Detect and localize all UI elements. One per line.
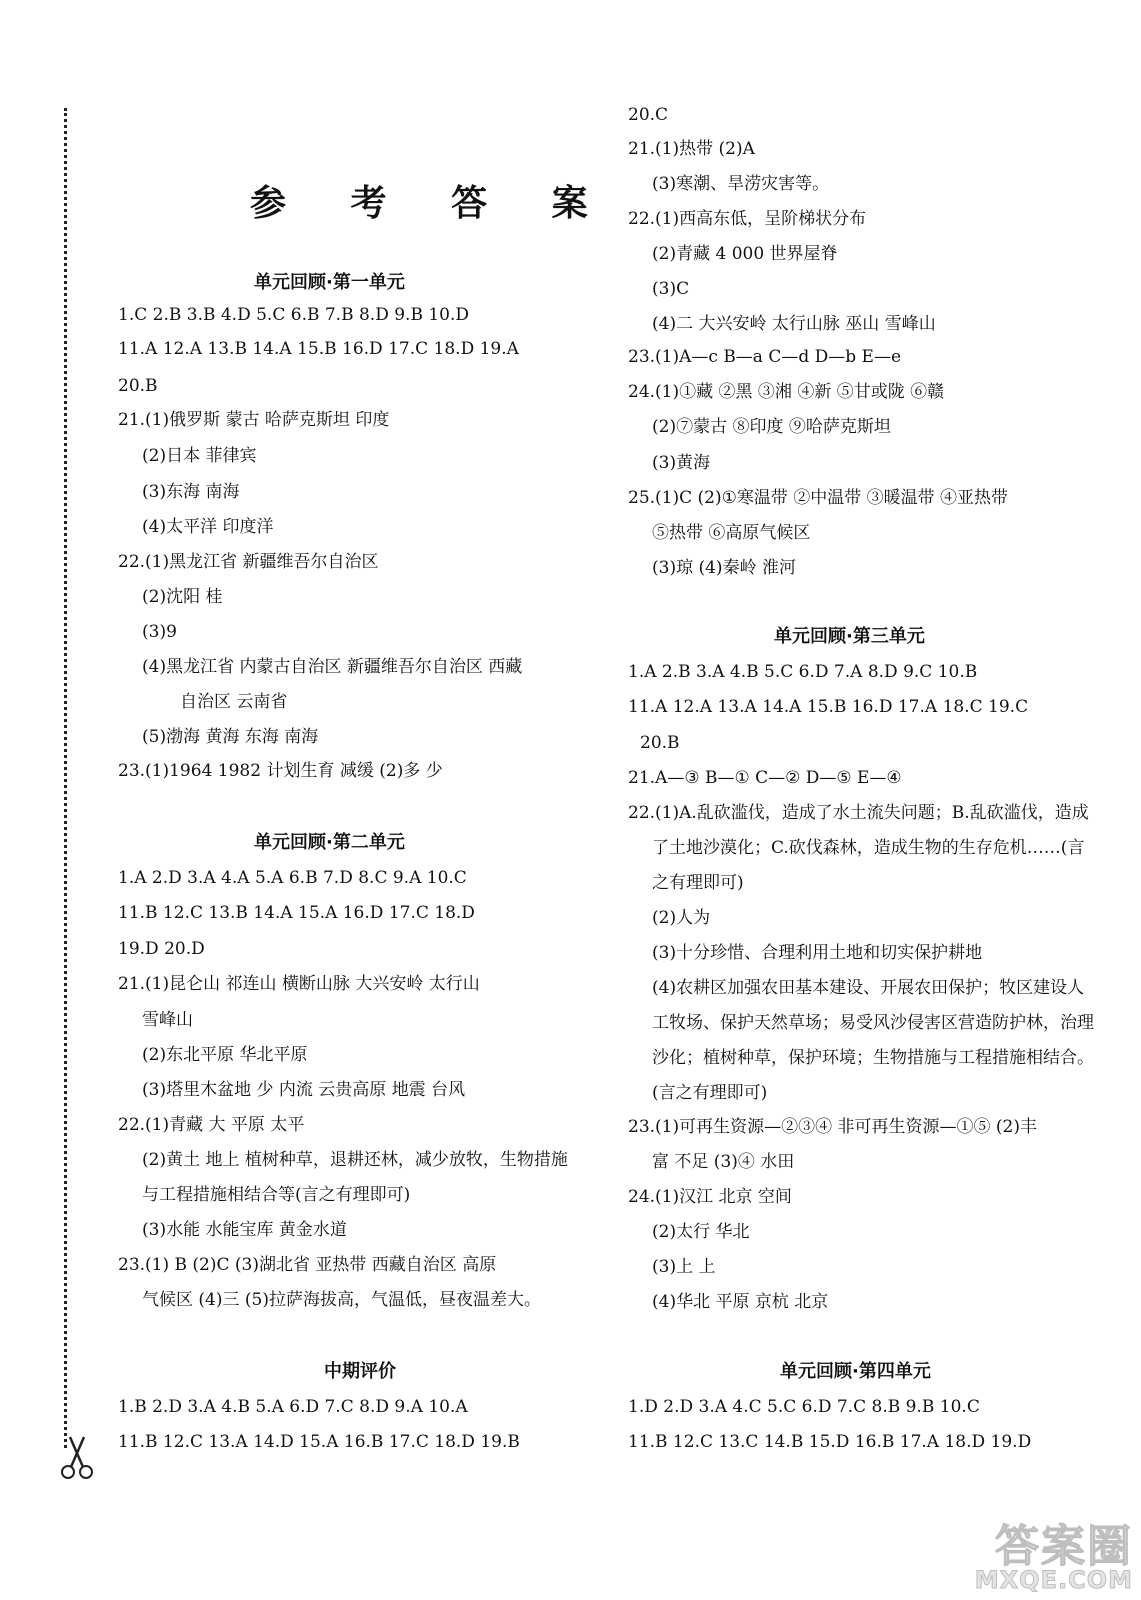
answer-line: 22.(1)黑龙江省 新疆维吾尔自治区 — [118, 552, 379, 572]
answer-line: 20.C — [628, 105, 669, 125]
answer-line: (4)农耕区加强农田基本建设、开展农田保护；牧区建设人 — [652, 978, 1085, 998]
answer-line: 23.(1)1964 1982 计划生育 减缓 (2)多 少 — [118, 761, 443, 781]
answer-line: (4)黑龙江省 内蒙古自治区 新疆维吾尔自治区 西藏 — [142, 657, 523, 677]
answer-line: 23.(1)可再生资源—②③④ 非可再生资源—①⑤ (2)丰 — [628, 1117, 1038, 1137]
answer-line: (言之有理即可) — [652, 1083, 768, 1103]
answer-line: (3)C — [652, 279, 690, 299]
answer-line: (3)上 上 — [652, 1257, 716, 1277]
section-heading-unit-3: 单元回顾·第三单元 — [774, 626, 925, 647]
answer-line: 了土地沙漠化；C.砍伐森林，造成生物的生存危机……(言 — [652, 838, 1085, 858]
answer-line: 24.(1)①藏 ②黑 ③湘 ④新 ⑤甘或陇 ⑥赣 — [628, 382, 945, 402]
answer-line: (3)9 — [142, 622, 177, 642]
answer-line: 21.(1)俄罗斯 蒙古 哈萨克斯坦 印度 — [118, 410, 390, 430]
answer-line: (3)塔里木盆地 少 内流 云贵高原 地震 台风 — [142, 1080, 466, 1100]
answer-line: (2)东北平原 华北平原 — [142, 1045, 308, 1065]
answer-line: (3)琼 (4)秦岭 淮河 — [652, 558, 796, 578]
answer-line: 22.(1)青藏 大 平原 太平 — [118, 1115, 305, 1135]
answer-line: 23.(1)A—c B—a C—d D—b E—e — [628, 347, 902, 367]
answer-line: (2)⑦蒙古 ⑧印度 ⑨哈萨克斯坦 — [652, 417, 891, 437]
answer-line: (5)渤海 黄海 东海 南海 — [142, 727, 319, 747]
answer-line: (2)人为 — [652, 908, 711, 928]
watermark-logo — [933, 1510, 1133, 1594]
answer-line: (2)黄土 地上 植树种草，退耕还林，减少放牧，生物措施 — [142, 1150, 568, 1170]
answer-line: (4)华北 平原 京杭 北京 — [652, 1292, 829, 1312]
answer-line: (3)黄海 — [652, 453, 711, 473]
answer-line: 22.(1)A.乱砍滥伐，造成了水土流失问题；B.乱砍滥伐，造成 — [628, 803, 1089, 823]
page-title: 参 考 答 案 — [250, 183, 614, 224]
answer-line: 24.(1)汉江 北京 空间 — [628, 1187, 792, 1207]
section-heading-unit-4: 单元回顾·第四单元 — [780, 1361, 931, 1382]
section-heading-midterm: 中期评价 — [324, 1361, 396, 1382]
answer-line: (2)沈阳 桂 — [142, 587, 223, 607]
watermark-bottom-text: MXQE.COM — [974, 1566, 1133, 1594]
answer-line: 11.B 12.C 13.A 14.D 15.A 16.B 17.C 18.D 19.B — [118, 1432, 520, 1452]
answer-line: 与工程措施相结合等(言之有理即可) — [142, 1185, 411, 1205]
answer-line: 11.B 12.C 13.C 14.B 15.D 16.B 17.A 18.D 19.D — [628, 1432, 1032, 1452]
answer-line: 20.B — [640, 733, 680, 753]
answer-line: 富 不足 (3)④ 水田 — [652, 1152, 795, 1172]
answer-line: 雪峰山 — [142, 1010, 193, 1030]
answer-line: (3)寒潮、旱涝灾害等。 — [652, 174, 830, 194]
section-heading-unit-1: 单元回顾·第一单元 — [254, 272, 405, 293]
answer-line: (4)太平洋 印度洋 — [142, 517, 274, 537]
answer-line: 11.A 12.A 13.A 14.A 15.B 16.D 17.A 18.C 19.C — [628, 697, 1029, 717]
answer-line: 22.(1)西高东低，呈阶梯状分布 — [628, 209, 867, 229]
answer-line: (2)青藏 4 000 世界屋脊 — [652, 244, 838, 264]
answer-line: 21.A—③ B—① C—② D—⑤ E—④ — [628, 768, 902, 788]
answer-line: 19.D 20.D — [118, 939, 205, 959]
answer-line: 20.B — [118, 376, 158, 396]
answer-line: 23.(1) B (2)C (3)湖北省 亚热带 西藏自治区 高原 — [118, 1255, 497, 1275]
answer-line: (3)十分珍惜、合理利用土地和切实保护耕地 — [652, 943, 983, 963]
answer-line: (3)水能 水能宝库 黄金水道 — [142, 1220, 347, 1240]
answer-line: 自治区 云南省 — [180, 692, 288, 712]
scissors-icon — [58, 1432, 98, 1482]
answer-line: 1.A 2.B 3.A 4.B 5.C 6.D 7.A 8.D 9.C 10.B — [628, 662, 978, 682]
cut-line — [64, 108, 67, 1448]
answer-line: 1.C 2.B 3.B 4.D 5.C 6.B 7.B 8.D 9.B 10.D — [118, 305, 470, 325]
section-heading-unit-2: 单元回顾·第二单元 — [254, 832, 405, 853]
answer-line: 1.A 2.D 3.A 4.A 5.A 6.B 7.D 8.C 9.A 10.C — [118, 868, 467, 888]
answer-line: 21.(1)昆仑山 祁连山 横断山脉 大兴安岭 太行山 — [118, 974, 480, 994]
answer-line: 11.B 12.C 13.B 14.A 15.A 16.D 17.C 18.D — [118, 903, 475, 923]
watermark-top-text: 答案圈 — [995, 1521, 1133, 1572]
answer-line: (2)太行 华北 — [652, 1222, 750, 1242]
answer-line: 11.A 12.A 13.B 14.A 15.B 16.D 17.C 18.D 19.A — [118, 339, 519, 359]
answer-line: (2)日本 菲律宾 — [142, 446, 257, 466]
answer-line: ⑤热带 ⑥高原气候区 — [652, 523, 811, 543]
answer-line: (4)二 大兴安岭 太行山脉 巫山 雪峰山 — [652, 314, 936, 334]
answer-line: (3)东海 南海 — [142, 482, 240, 502]
answer-line: 沙化；植树种草，保护环境；生物措施与工程措施相结合。 — [652, 1048, 1094, 1068]
answer-line: 气候区 (4)三 (5)拉萨海拔高，气温低，昼夜温差大。 — [142, 1290, 541, 1310]
answer-line: 之有理即可) — [652, 873, 744, 893]
answer-line: 工牧场、保护天然草场；易受风沙侵害区营造防护林，治理 — [652, 1013, 1094, 1033]
answer-line: 21.(1)热带 (2)A — [628, 139, 755, 159]
answer-line: 1.B 2.D 3.A 4.B 5.A 6.D 7.C 8.D 9.A 10.A — [118, 1397, 468, 1417]
answer-line: 1.D 2.D 3.A 4.C 5.C 6.D 7.C 8.B 9.B 10.C — [628, 1397, 980, 1417]
answer-line: 25.(1)C (2)①寒温带 ②中温带 ③暖温带 ④亚热带 — [628, 488, 1009, 508]
